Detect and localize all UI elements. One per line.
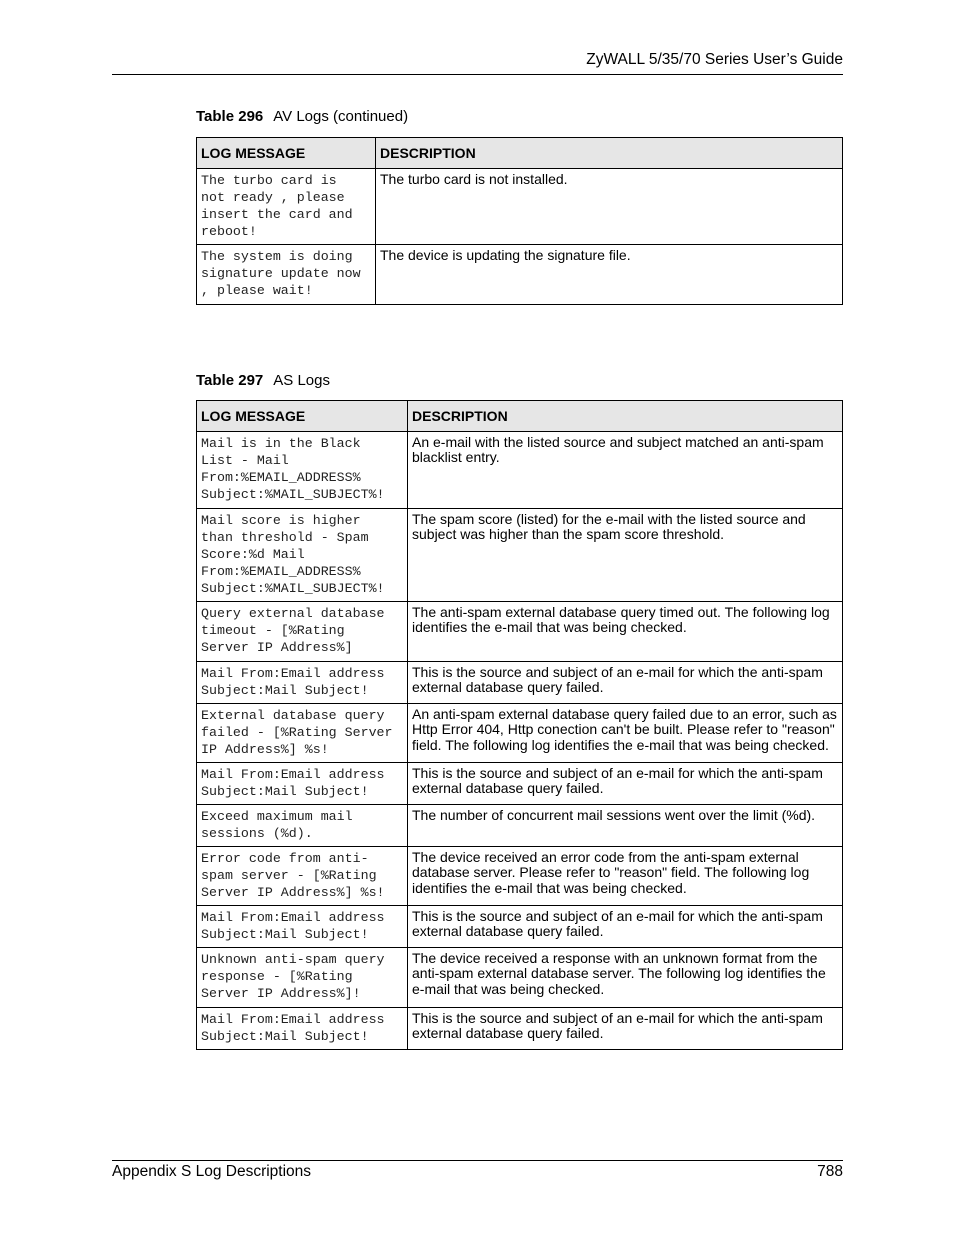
page-number: 788 [817,1163,843,1180]
description-cell [408,662,843,704]
log-message-line: Subject:%MAIL_SUBJECT%! [201,487,385,502]
description-cell [376,169,843,245]
log-message-line: Server IP Address%] [201,640,353,655]
description-line: database server. Please refer to "reason" field. The following log [412,864,810,881]
log-message-line: Subject:Mail Subject! [201,1029,369,1044]
description-line: identifies the e-mail that was being checked. [412,879,687,896]
column-header-description: DESCRIPTION [376,138,843,169]
table-row [197,662,843,704]
description-line: This is the source and subject of an e-mail for which the anti-spam [412,1010,823,1026]
log-message-line: The turbo card is [201,173,337,188]
table-row [197,763,843,805]
description-cell [408,602,843,662]
description-line: The device is updating the signature file. [380,247,631,263]
table-297-caption [196,372,330,389]
log-message-line: Mail score is higher [201,513,361,528]
log-message-cell [197,169,376,245]
description-line: external database query failed. [412,780,604,797]
description-line: blacklist entry. [412,449,500,466]
column-header-description: DESCRIPTION [408,401,843,432]
description-line: The spam score (listed) for the e-mail with the listed source and [412,511,806,527]
description-line: The number of concurrent mail sessions went over the limit (%d). [412,807,816,823]
page-footer [112,1160,843,1185]
column-header-log-message: LOG MESSAGE [197,138,376,169]
log-message-line: Subject:Mail Subject! [201,927,369,942]
log-message-line: Mail From:Email address [201,767,385,782]
table-row [197,1008,843,1050]
log-message-line: failed - [%Rating Server [201,725,393,740]
log-message-line: From:%EMAIL_ADDRESS% [201,470,361,485]
description-line: This is the source and subject of an e-mail for which the anti-spam [412,664,823,680]
log-message-line: From:%EMAIL_ADDRESS% [201,564,361,579]
log-message-line: Mail From:Email address [201,1012,385,1027]
table-row [197,169,843,245]
table-296-caption [196,108,408,125]
log-message-line: IP Address%] %s! [201,742,329,757]
av-logs-table [196,137,843,305]
log-message-line: response - [%Rating [201,969,353,984]
description-cell [376,245,843,305]
log-message-line: Mail is in the Black [201,436,361,451]
log-message-cell [197,432,408,509]
log-message-line: than threshold - Spam [201,530,369,545]
description-line: Http Error 404, Http conection can't be built. Please refer to "reason" [412,721,835,738]
log-message-line: Exceed maximum mail [201,809,353,824]
table-row [197,245,843,305]
log-message-cell [197,763,408,805]
log-message-line: not ready , please [201,190,345,205]
log-message-cell [197,1008,408,1050]
description-line: An e-mail with the listed source and subject matched an anti-spam [412,434,824,450]
description-line: e-mail that was being checked. [412,980,605,997]
log-message-line: Mail From:Email address [201,666,385,681]
log-message-line: Subject:Mail Subject! [201,683,369,698]
description-line: The device received an error code from the anti-spam external [412,849,799,865]
description-line: subject was higher than the spam score threshold. [412,526,725,543]
log-message-cell [197,805,408,847]
description-line: This is the source and subject of an e-mail for which the anti-spam [412,908,823,924]
log-message-line: Server IP Address%]! [201,986,361,1001]
description-line: The device received a response with an unknown format from the [412,950,818,966]
log-message-line: spam server - [%Rating [201,868,377,883]
description-line: external database query failed. [412,679,604,696]
description-cell [408,948,843,1008]
description-line: identifies the e-mail that was being checked. [412,619,687,636]
log-message-line: External database query [201,708,385,723]
table-row [197,509,843,602]
log-message-line: The system is doing [201,249,353,264]
description-line: The anti-spam external database query timed out. The following log [412,604,830,620]
table-row [197,948,843,1008]
description-cell [408,763,843,805]
log-message-cell [197,906,408,948]
column-header-log-message: LOG MESSAGE [197,401,408,432]
log-message-cell [197,847,408,906]
table-row [197,432,843,509]
log-message-line: Score:%d Mail [201,547,305,562]
log-message-line: reboot! [201,224,257,239]
description-cell [408,847,843,906]
description-cell [408,704,843,763]
log-message-cell [197,245,376,305]
log-message-line: List - Mail [201,453,289,468]
table-296-title: AV Logs (continued) [273,108,409,125]
log-message-line: Mail From:Email address [201,910,385,925]
description-line: An anti-spam external database query failed due to an error, such as [412,706,837,722]
table-header-row [197,401,843,432]
log-message-cell [197,662,408,704]
description-line: The turbo card is not installed. [380,171,568,187]
table-296-number: Table 296 [196,108,264,125]
table-row [197,602,843,662]
description-line: external database query failed. [412,923,604,940]
log-message-line: timeout - [%Rating [201,623,345,638]
description-cell [408,906,843,948]
description-line: This is the source and subject of an e-mail for which the anti-spam [412,765,823,781]
as-logs-table [196,400,843,1050]
log-message-line: signature update now [201,266,361,281]
log-message-cell [197,704,408,763]
description-line: anti-spam external database server. The following log identifies the [412,965,826,982]
log-message-line: sessions (%d). [201,826,313,841]
description-cell [408,432,843,509]
log-message-line: Subject:Mail Subject! [201,784,369,799]
table-297-number: Table 297 [196,372,264,389]
table-header-row [197,138,843,169]
log-message-line: Unknown anti-spam query [201,952,385,967]
log-message-line: insert the card and [201,207,353,222]
appendix-section: Appendix S Log Descriptions [112,1163,312,1180]
description-cell [408,509,843,602]
table-row [197,704,843,763]
log-message-cell [197,602,408,662]
log-message-line: Subject:%MAIL_SUBJECT%! [201,581,385,596]
log-message-line: , please wait! [201,283,313,298]
description-cell [408,805,843,847]
table-row [197,805,843,847]
log-message-cell [197,509,408,602]
log-message-line: Server IP Address%] %s! [201,885,385,900]
description-line: field. The following log identifies the e-mail that was being checked. [412,736,829,753]
log-message-cell [197,948,408,1008]
table-297-title: AS Logs [273,372,330,389]
log-message-line: Query external database [201,606,385,621]
table-row [197,847,843,906]
guide-title: ZyWALL 5/35/70 Series User’s Guide [586,51,843,68]
page-header [112,50,843,75]
description-line: external database query failed. [412,1025,604,1042]
description-cell [408,1008,843,1050]
log-message-line: Error code from anti- [201,851,369,866]
table-row [197,906,843,948]
